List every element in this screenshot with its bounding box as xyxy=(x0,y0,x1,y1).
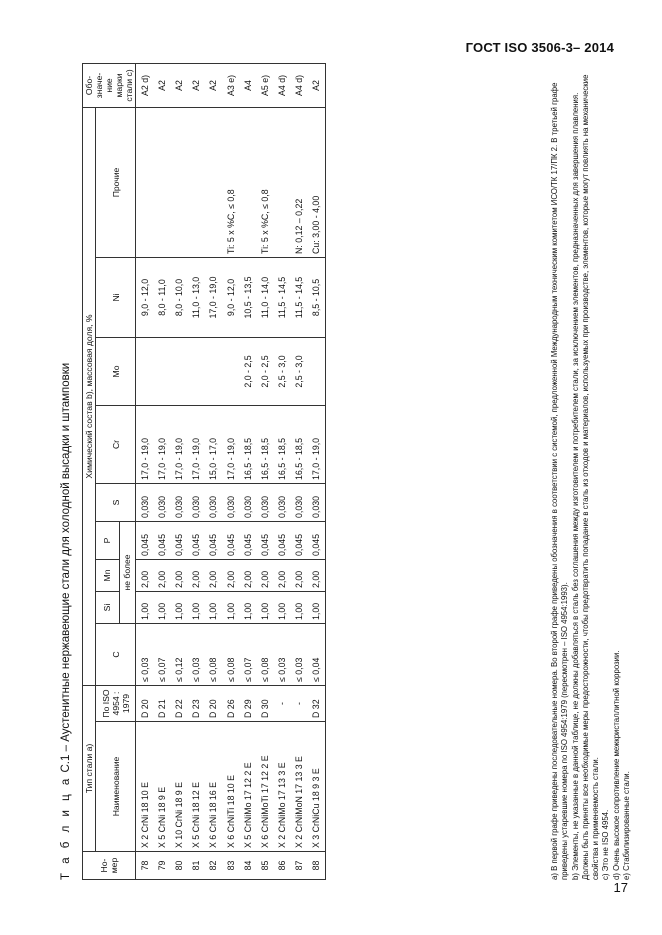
cell-si: 1,00 xyxy=(222,591,239,623)
cell-iso: D 20 xyxy=(205,685,222,721)
cell-name: X 5 CrNi 18 12 E xyxy=(188,722,205,852)
cell-cr: 16,5 - 18,5 xyxy=(256,405,273,483)
cell-cr: 17,0 - 19,0 xyxy=(170,405,187,483)
cell-s: 0,030 xyxy=(205,483,222,521)
cell-mn: 2,00 xyxy=(274,559,291,591)
cell-s: 0,030 xyxy=(308,483,326,521)
cell-si: 1,00 xyxy=(239,591,256,623)
cell-iso: D 21 xyxy=(153,685,170,721)
cell-s: 0,030 xyxy=(291,483,308,521)
footnote: е) Стабилизированные стали. xyxy=(622,771,632,880)
footnote: b) Элементы, не указанные в данной таблице, не должны добавляться в сталь без соглашения между изготовителем и потребителем стали, за исключением элементов, предназначенных для завершения плавления. Должны быть приняты все необходимые меры предосторожности, чтобы предотвратить попадание в сталь из отходов и материалов, используемых при производстве, элементов, которые могут повлиять на механические свойства и применяемость стали. xyxy=(570,74,601,880)
cell-name: X 2 CrNi 18 10 E xyxy=(136,722,154,852)
cell-c: ≤ 0,07 xyxy=(239,623,256,685)
cell-grade: A4 d) xyxy=(274,63,291,107)
cell-cr: 16,5 - 18,5 xyxy=(274,405,291,483)
cell-iso: D 23 xyxy=(188,685,205,721)
cell-cr: 17,0 - 19,0 xyxy=(308,405,326,483)
cell-iso: D 26 xyxy=(222,685,239,721)
cell-mn: 2,00 xyxy=(256,559,273,591)
cell-iso: D 22 xyxy=(170,685,187,721)
cell-mn: 2,00 xyxy=(153,559,170,591)
cell-iso: D 32 xyxy=(308,685,326,721)
cell-p: 0,045 xyxy=(308,521,326,559)
cell-p: 0,045 xyxy=(170,521,187,559)
cell-mo: 2,5 - 3,0 xyxy=(274,337,291,405)
cell-other xyxy=(170,107,187,257)
cell-grade: A3 e) xyxy=(222,63,239,107)
cell-si: 1,00 xyxy=(170,591,187,623)
cell-n: 79 xyxy=(153,852,170,880)
col-si-header: Si xyxy=(96,591,120,623)
cell-c: ≤ 0,07 xyxy=(153,623,170,685)
cell-si: 1,00 xyxy=(256,591,273,623)
cell-s: 0,030 xyxy=(188,483,205,521)
table-row xyxy=(239,63,256,879)
cell-other xyxy=(205,107,222,257)
caption-number: С.1 xyxy=(60,754,72,773)
table-row xyxy=(256,63,273,879)
cell-ni: 17,0 - 19,0 xyxy=(205,257,222,337)
col-ni-header: Ni xyxy=(96,257,136,337)
cell-ni: 8,0 - 10,0 xyxy=(170,257,187,337)
cell-iso: D 29 xyxy=(239,685,256,721)
document-header: ГОСТ ISO 3506-3– 2014 xyxy=(465,40,614,55)
cell-n: 80 xyxy=(170,852,187,880)
cell-c: ≤ 0,08 xyxy=(222,623,239,685)
cell-mn: 2,00 xyxy=(205,559,222,591)
cell-si: 1,00 xyxy=(188,591,205,623)
table-caption xyxy=(60,363,72,880)
table-row xyxy=(222,63,239,879)
cell-name: X 2 CrNiMo 17 13 3 E xyxy=(274,722,291,852)
table-row xyxy=(153,63,170,879)
table-row xyxy=(188,63,205,879)
table-body xyxy=(136,63,326,879)
cell-n: 83 xyxy=(222,852,239,880)
cell-n: 78 xyxy=(136,852,154,880)
cell-other xyxy=(136,107,154,257)
cell-grade: A4 d) xyxy=(291,63,308,107)
cell-ni: 11,5 - 14,5 xyxy=(291,257,308,337)
cell-cr: 17,0 - 19,0 xyxy=(188,405,205,483)
col-iso-header: По ISO 4954 : 1979 xyxy=(96,685,136,721)
rotated-table-block xyxy=(60,70,640,880)
col-prochie-header: Прочие xyxy=(96,107,136,257)
caption-prefix: Т а б л и ц а xyxy=(60,775,72,880)
cell-mo xyxy=(170,337,187,405)
table-row xyxy=(136,63,154,879)
cell-name: X 3 CrNiCu 18 9 3 E xyxy=(308,722,326,852)
cell-p: 0,045 xyxy=(274,521,291,559)
cell-name: X 5 CrNi 18 9 E xyxy=(153,722,170,852)
cell-c: ≤ 0,04 xyxy=(308,623,326,685)
cell-name: X 6 CrNiTi 18 10 E xyxy=(222,722,239,852)
cell-s: 0,030 xyxy=(136,483,154,521)
table-row xyxy=(205,63,222,879)
cell-grade: A2 xyxy=(188,63,205,107)
col-naim-header: Наименование xyxy=(96,722,136,852)
cell-s: 0,030 xyxy=(239,483,256,521)
cell-mn: 2,00 xyxy=(170,559,187,591)
cell-mo: 2,5 - 3,0 xyxy=(291,337,308,405)
cell-n: 84 xyxy=(239,852,256,880)
cell-c: ≤ 0,08 xyxy=(205,623,222,685)
cell-n: 82 xyxy=(205,852,222,880)
cell-name: X 2 CrNiMoN 17 13 3 E xyxy=(291,722,308,852)
cell-other xyxy=(153,107,170,257)
col-mn-header: Mn xyxy=(96,559,120,591)
cell-ni: 11,0 - 14,0 xyxy=(256,257,273,337)
page-number: 17 xyxy=(613,880,628,895)
table-row xyxy=(274,63,291,879)
cell-si: 1,00 xyxy=(308,591,326,623)
cell-p: 0,045 xyxy=(256,521,273,559)
footnote: d) Очень высокое сопротивление межкристаллитной коррозии. xyxy=(611,650,621,880)
cell-grade: A4 xyxy=(239,63,256,107)
col-tip-header: Тип стали а) xyxy=(83,685,96,851)
cell-p: 0,045 xyxy=(136,521,154,559)
table-row xyxy=(170,63,187,879)
cell-cr: 16,5 - 18,5 xyxy=(239,405,256,483)
cell-p: 0,045 xyxy=(153,521,170,559)
cell-p: 0,045 xyxy=(239,521,256,559)
cell-p: 0,045 xyxy=(205,521,222,559)
cell-cr: 15,0 - 17,0 xyxy=(205,405,222,483)
footnote: а) В первой графе приведены последовательные номера. Во второй графе приведены обозначения в соответствии с системой, предложенной Международным техническим комитетом ИСО/ТК 17/ПК 2. В третьей графе приведены устаревшие номера по ISO 4954:1979 (пересмотрен – ISO 4954:1993). xyxy=(550,82,570,880)
cell-c: ≤ 0,08 xyxy=(256,623,273,685)
cell-ni: 10,5 - 13,5 xyxy=(239,257,256,337)
cell-grade: A2 xyxy=(153,63,170,107)
cell-c: ≤ 0,03 xyxy=(136,623,154,685)
cell-cr: 17,0 - 19,0 xyxy=(222,405,239,483)
col-c-header: C xyxy=(96,623,136,685)
cell-n: 81 xyxy=(188,852,205,880)
cell-n: 85 xyxy=(256,852,273,880)
cell-mn: 2,00 xyxy=(308,559,326,591)
cell-ni: 11,0 - 13,0 xyxy=(188,257,205,337)
cell-grade: A2 d) xyxy=(136,63,154,107)
cell-ni: 11,5 - 14,5 xyxy=(274,257,291,337)
cell-other: N: 0,12 – 0,22 xyxy=(291,107,308,257)
nebolee-header: не более xyxy=(119,521,136,623)
cell-p: 0,045 xyxy=(291,521,308,559)
col-chem-header: Химический состав b), массовая доля, % xyxy=(83,107,96,685)
cell-other: Ti: 5 x %C, ≤ 0,8 xyxy=(256,107,273,257)
cell-ni: 8,0 - 11,0 xyxy=(153,257,170,337)
cell-si: 1,00 xyxy=(205,591,222,623)
cell-grade: A5 e) xyxy=(256,63,273,107)
cell-iso: - xyxy=(274,685,291,721)
cell-iso: D 20 xyxy=(136,685,154,721)
col-s-header: S xyxy=(96,483,136,521)
cell-name: X 5 CrNiMo 17 12 2 E xyxy=(239,722,256,852)
col-oboz-header: Обо-значе-ние марки стали с) xyxy=(83,63,136,107)
cell-si: 1,00 xyxy=(153,591,170,623)
cell-other xyxy=(274,107,291,257)
cell-mo xyxy=(136,337,154,405)
cell-n: 86 xyxy=(274,852,291,880)
cell-grade: A2 xyxy=(205,63,222,107)
col-p-header: P xyxy=(96,521,120,559)
cell-mn: 2,00 xyxy=(188,559,205,591)
cell-other: Cu: 3,00 - 4,00 xyxy=(308,107,326,257)
cell-s: 0,030 xyxy=(222,483,239,521)
cell-grade: A2 xyxy=(308,63,326,107)
cell-other xyxy=(239,107,256,257)
cell-ni: 9,0 - 12,0 xyxy=(222,257,239,337)
cell-mn: 2,00 xyxy=(222,559,239,591)
cell-name: X 6 CrNiMoTi 17 12 2 E xyxy=(256,722,273,852)
table-row xyxy=(308,63,326,879)
cell-c: ≤ 0,12 xyxy=(170,623,187,685)
cell-n: 87 xyxy=(291,852,308,880)
cell-s: 0,030 xyxy=(274,483,291,521)
cell-other xyxy=(188,107,205,257)
cell-name: X 10 CrNi 18 9 E xyxy=(170,722,187,852)
cell-ni: 9,0 - 12,0 xyxy=(136,257,154,337)
table-footnotes xyxy=(550,74,632,880)
cell-cr: 17,0 - 19,0 xyxy=(136,405,154,483)
col-nomer-header: Но-мер xyxy=(83,852,136,880)
footnote: с) Это не ISO 4954. xyxy=(601,809,611,880)
cell-iso: - xyxy=(291,685,308,721)
cell-s: 0,030 xyxy=(153,483,170,521)
cell-mo xyxy=(308,337,326,405)
cell-mn: 2,00 xyxy=(239,559,256,591)
cell-c: ≤ 0,03 xyxy=(291,623,308,685)
cell-mn: 2,00 xyxy=(136,559,154,591)
cell-si: 1,00 xyxy=(274,591,291,623)
cell-p: 0,045 xyxy=(188,521,205,559)
steel-table xyxy=(82,63,326,880)
cell-c: ≤ 0,03 xyxy=(274,623,291,685)
cell-iso: D 30 xyxy=(256,685,273,721)
cell-mo xyxy=(205,337,222,405)
cell-si: 1,00 xyxy=(291,591,308,623)
cell-mo: 2,0 - 2,5 xyxy=(239,337,256,405)
cell-grade: A2 xyxy=(170,63,187,107)
cell-other: Ti: 5 x %C, ≤ 0,8 xyxy=(222,107,239,257)
cell-si: 1,00 xyxy=(136,591,154,623)
cell-cr: 16,5 - 18,5 xyxy=(291,405,308,483)
cell-mo xyxy=(188,337,205,405)
cell-p: 0,045 xyxy=(222,521,239,559)
col-mo-header: Mo xyxy=(96,337,136,405)
table-row xyxy=(291,63,308,879)
cell-s: 0,030 xyxy=(170,483,187,521)
col-cr-header: Cr xyxy=(96,405,136,483)
cell-n: 88 xyxy=(308,852,326,880)
caption-title: – Аустенитные нержавеющие стали для холодной высадки и штамповки xyxy=(60,362,72,755)
cell-mn: 2,00 xyxy=(291,559,308,591)
cell-c: ≤ 0,03 xyxy=(188,623,205,685)
cell-s: 0,030 xyxy=(256,483,273,521)
cell-cr: 17,0 - 19,0 xyxy=(153,405,170,483)
cell-mo: 2,0 - 2,5 xyxy=(256,337,273,405)
cell-ni: 8,5 - 10,5 xyxy=(308,257,326,337)
cell-mo xyxy=(222,337,239,405)
cell-mo xyxy=(153,337,170,405)
cell-name: X 6 CrNi 18 16 E xyxy=(205,722,222,852)
